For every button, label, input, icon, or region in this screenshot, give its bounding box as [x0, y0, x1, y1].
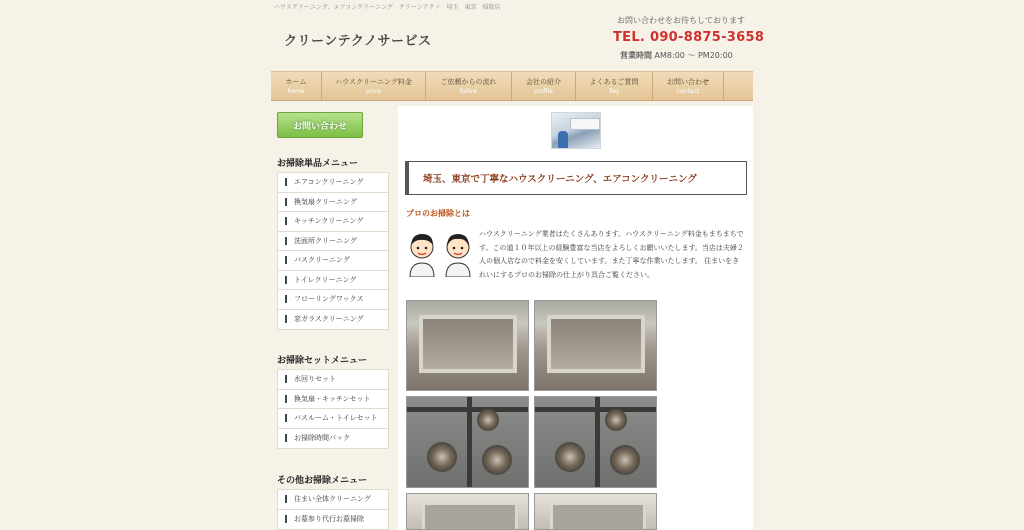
nav-label: ご依頼からの流れ: [440, 77, 497, 86]
bullet-marker-icon: [285, 295, 287, 303]
menu-item-label: バスクリーニング: [294, 256, 350, 265]
menu-item-label: 窓ガラスクリーニング: [294, 315, 364, 324]
menu-item-bath-toilet-set[interactable]: [278, 409, 388, 429]
burner: [427, 442, 457, 472]
bathtub-shape: [547, 315, 645, 373]
other-menu-list: [277, 489, 389, 530]
bullet-marker-icon: [285, 256, 287, 264]
bullet-marker-icon: [285, 237, 287, 245]
aircon-unit: [570, 118, 600, 130]
nav-profile[interactable]: [512, 72, 576, 100]
bullet-marker-icon: [285, 315, 287, 323]
bullet-marker-icon: [285, 395, 287, 403]
nav-sublabel: follow: [459, 87, 478, 95]
burner: [477, 409, 499, 431]
grate-bar: [595, 397, 600, 488]
bullet-marker-icon: [285, 178, 287, 186]
sink-before-photo: [406, 493, 529, 530]
bullet-marker-icon: [285, 495, 287, 503]
contact-note: お問い合わせをお待ちしております: [617, 16, 745, 25]
page-headline: [405, 161, 747, 195]
nav-sublabel: home: [287, 87, 305, 95]
menu-item-water-set[interactable]: [278, 370, 388, 390]
nav-label: お問い合わせ: [667, 77, 709, 86]
nav-faq[interactable]: [576, 72, 653, 100]
menu-item-toilet[interactable]: [278, 271, 388, 291]
nav-price[interactable]: [322, 72, 426, 100]
bullet-marker-icon: [285, 414, 287, 422]
menu-item-label: バスルーム・トイレセット: [294, 414, 378, 423]
menu-item-fan[interactable]: [278, 193, 388, 213]
grate-bar: [467, 397, 472, 488]
menu-item-washroom[interactable]: [278, 232, 388, 252]
menu-item-label: エアコンクリーニング: [294, 178, 364, 187]
bathtub-after-photo: [534, 300, 657, 391]
nav-sublabel: profile: [534, 87, 553, 95]
menu-item-label: キッチンクリーニング: [294, 217, 364, 226]
set-menu-heading: お掃除セットメニュー: [277, 353, 389, 372]
single-menu-list: [277, 172, 389, 330]
menu-item-label: お掃除時間パック: [294, 434, 350, 443]
hours-label: 営業時間: [620, 51, 652, 60]
menu-item-fan-kitchen-set[interactable]: [278, 390, 388, 410]
menu-item-window[interactable]: [278, 310, 388, 330]
aircon-cleaning-photo: [551, 112, 601, 149]
intro-paragraph: ハウスクリーニング業者はたくさんあります。ハウスクリーニング料金もまちまちです。この道１０年以上の経験豊富な当店をよろしくお願いいたします。当店は夫婦２人の個人店なので料金を安くしています。また丁寧な作業いたします。 住まいをきれいにするプロのお掃除の仕上がり具合ご覧ください。: [479, 230, 744, 279]
section-title: プロのお掃除とは: [406, 209, 470, 218]
burner: [605, 409, 627, 431]
menu-item-label: 洗面所クリーニング: [294, 236, 357, 245]
menu-item-grave[interactable]: [278, 510, 388, 530]
bullet-marker-icon: [285, 515, 287, 523]
bullet-marker-icon: [285, 375, 287, 383]
bathtub-before-photo: [406, 300, 529, 391]
hours-value: AM8:00 〜 PM20:00: [654, 51, 733, 60]
sink-basin: [422, 502, 518, 530]
sink-after-photo: [534, 493, 657, 530]
worker-figure: [558, 131, 568, 149]
inquiry-button[interactable]: お問い合わせ: [277, 112, 363, 138]
nav-sublabel: faq: [609, 87, 619, 95]
nav-contact[interactable]: [653, 72, 724, 100]
phone-number[interactable]: TEL. 090-8875-3658: [613, 30, 765, 45]
single-menu-heading: お掃除単品メニュー: [277, 156, 389, 175]
menu-item-label: 換気扇・キッチンセット: [294, 394, 371, 403]
menu-item-flooring[interactable]: [278, 290, 388, 310]
bathtub-shape: [419, 315, 517, 373]
bullet-marker-icon: [285, 276, 287, 284]
nav-sublabel: price: [366, 87, 381, 95]
menu-item-label: 換気扇クリーニング: [294, 197, 357, 206]
couple-illustration: [406, 231, 474, 277]
menu-item-label: 水回りセット: [294, 375, 336, 384]
business-hours: [620, 50, 733, 61]
nav-home[interactable]: [271, 72, 322, 100]
stove-before-photo: [406, 396, 529, 488]
bullet-marker-icon: [285, 217, 287, 225]
menu-item-label: トイレクリーニング: [294, 275, 357, 284]
menu-item-kitchen[interactable]: [278, 212, 388, 232]
stove-after-photo: [534, 396, 657, 488]
menu-item-bath[interactable]: [278, 251, 388, 271]
site-title[interactable]: クリーンテクノサービス: [284, 34, 432, 49]
nav-label: よくあるご質問: [589, 77, 639, 86]
burner: [555, 442, 585, 472]
bullet-marker-icon: [285, 434, 287, 442]
main-nav: [271, 71, 753, 101]
headline-text: 埼玉、東京で丁寧なハウスクリーニング、エアコンクリーニング: [423, 174, 697, 185]
bullet-marker-icon: [285, 198, 287, 206]
burner: [610, 445, 640, 475]
nav-sublabel: contact: [676, 87, 700, 95]
menu-item-label: お墓参り代行お墓掃除: [294, 515, 364, 524]
menu-item-whole-house[interactable]: [278, 490, 388, 510]
woman-figure: [446, 234, 470, 277]
nav-follow[interactable]: [426, 72, 512, 100]
header-tagline: ハウスクリーニング、エアコンクリーニング クリーンテクノ 埼玉 東京 掃除店: [274, 4, 501, 11]
menu-item-time-pack[interactable]: [278, 429, 388, 449]
man-figure: [410, 234, 434, 277]
menu-item-label: フローリングワックス: [294, 295, 364, 304]
nav-label: ホーム: [285, 77, 307, 86]
menu-item-aircon[interactable]: [278, 173, 388, 193]
nav-label: ハウスクリーニング料金: [335, 77, 412, 86]
sink-basin: [550, 502, 646, 530]
other-menu-heading: その他お掃除メニュー: [277, 473, 389, 492]
nav-label: 会社の紹介: [526, 77, 561, 86]
burner: [482, 445, 512, 475]
menu-item-label: 住まい全体クリーニング: [294, 495, 371, 504]
set-menu-list: [277, 369, 389, 449]
